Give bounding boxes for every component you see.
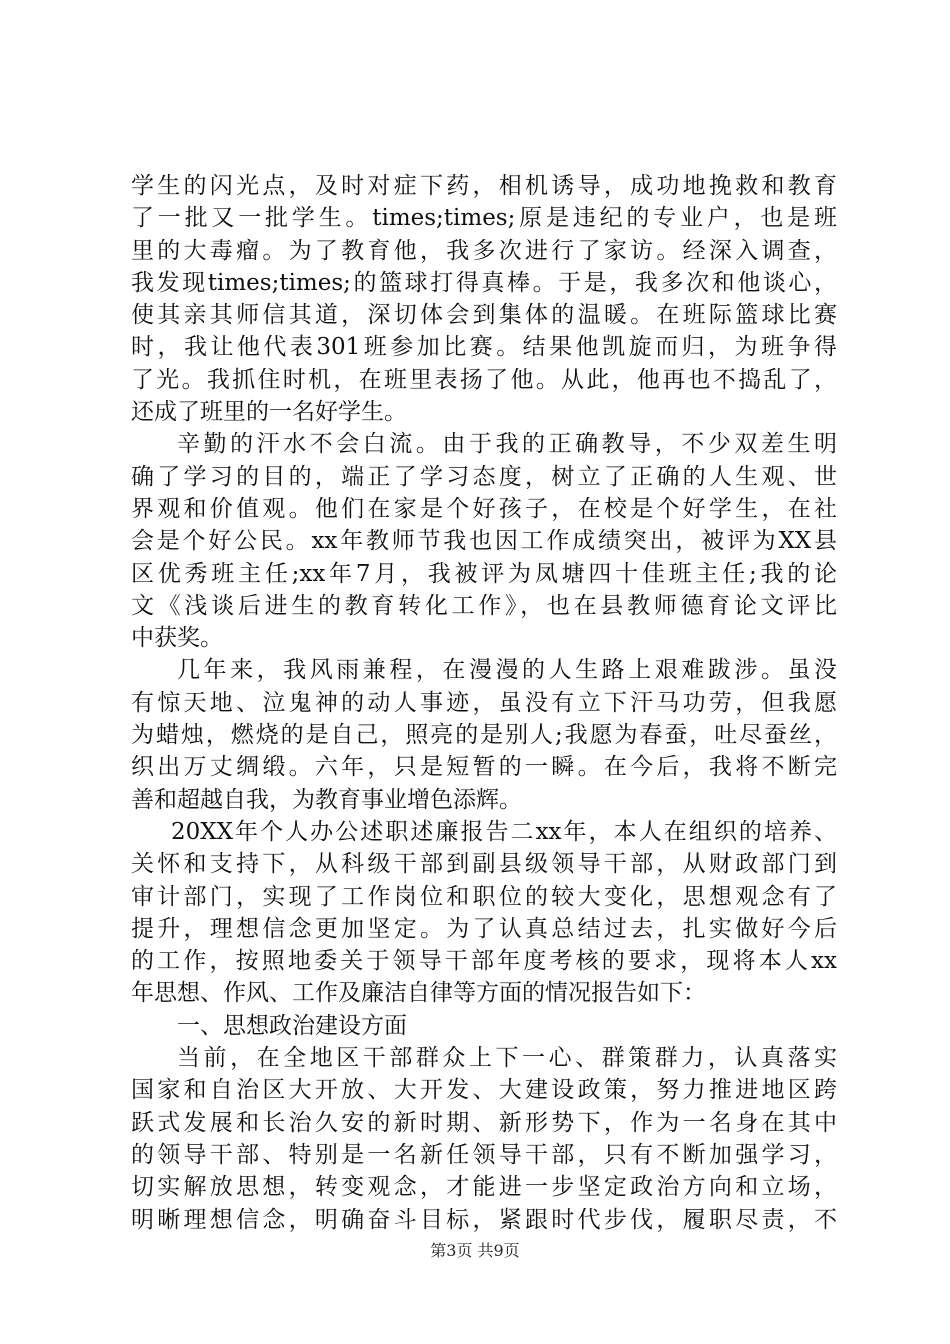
text-line: 区优秀班主任;xx年7月，我被评为凤塘四十佳班主任;我的论 [131, 560, 837, 587]
text-line: 关怀和支持下，从科级干部到副县级领导干部，从财政部门到 [131, 851, 837, 878]
text-line: 会是个好公民。xx年教师节我也因工作成绩突出，被评为XX县 [131, 528, 837, 555]
text-line: 审计部门，实现了工作岗位和职位的较大变化，思想观念有了 [131, 883, 837, 910]
text-line: 了光。我抓住时机，在班里表扬了他。从此，他再也不捣乱了， [131, 366, 837, 393]
text-line: 的领导干部、特别是一名新任领导干部，只有不断加强学习， [131, 1141, 837, 1168]
document-body [131, 170, 837, 1236]
text-line: 里的大毒瘤。为了教育他，我多次进行了家访。经深入调查， [131, 237, 837, 264]
text-line: 有惊天地、泣鬼神的动人事迹，虽没有立下汗马功劳，但我愿 [131, 689, 837, 716]
text-line: 善和超越自我，为教育事业增色添辉。 [131, 786, 522, 813]
text-line: 一、思想政治建设方面 [177, 1012, 407, 1039]
text-line: 中获奖。 [131, 625, 223, 652]
text-line: 织出万丈绸缎。六年，只是短暂的一瞬。在今后，我将不断完 [131, 754, 837, 781]
text-line: 年思想、作风、工作及廉洁自律等方面的情况报告如下： [131, 980, 706, 1007]
text-line: 使其亲其师信其道，深切体会到集体的温暖。在班际篮球比赛 [131, 302, 837, 329]
text-line: 的工作，按照地委关于领导干部年度考核的要求，现将本人xx [131, 948, 837, 975]
text-line: 文《浅谈后进生的教育转化工作》，也在县教师德育论文评比 [131, 592, 837, 619]
text-line: 了一批又一批学生。times;times;原是违纪的专业户，也是班 [131, 205, 837, 232]
text-line: 跃式发展和长治久安的新时期、新形势下，作为一名身在其中 [131, 1109, 837, 1136]
text-line: 提升，理想信念更加坚定。为了认真总结过去，扎实做好今后 [131, 915, 837, 942]
text-line: 界观和价值观。他们在家是个好孩子，在校是个好学生，在社 [131, 495, 837, 522]
text-line: 国家和自治区大开放、大开发、大建设政策，努力推进地区跨 [131, 1077, 837, 1104]
text-line: 20XX年个人办公述职述廉报告二xx年，本人在组织的培养、 [171, 818, 837, 845]
text-line: 几年来，我风雨兼程，在漫漫的人生路上艰难跋涉。虽没 [177, 657, 837, 684]
text-line: 学生的闪光点，及时对症下药，相机诱导，成功地挽救和教育 [131, 173, 837, 199]
text-line: 明晰理想信念，明确奋斗目标，紧跟时代步伐，履职尽责，不 [131, 1206, 837, 1233]
text-line: 当前，在全地区干部群众上下一心、群策群力，认真落实 [177, 1045, 837, 1072]
text-line: 为蜡烛，燃烧的是自己，照亮的是别人;我愿为春蚕，吐尽蚕丝， [131, 722, 837, 749]
text-line: 时，我让他代表301班参加比赛。结果他凯旋而归，为班争得 [131, 334, 837, 361]
text-line: 确了学习的目的，端正了学习态度，树立了正确的人生观、世 [131, 463, 837, 490]
text-line: 切实解放思想，转变观念，才能进一步坚定政治方向和立场， [131, 1174, 837, 1201]
page-number: 第3页 共9页 [430, 1241, 520, 1260]
text-line: 还成了班里的一名好学生。 [131, 399, 407, 426]
text-line: 辛勤的汗水不会白流。由于我的正确教导，不少双差生明 [177, 431, 837, 458]
text-line: 我发现times;times;的篮球打得真棒。于是，我多次和他谈心， [131, 269, 837, 296]
